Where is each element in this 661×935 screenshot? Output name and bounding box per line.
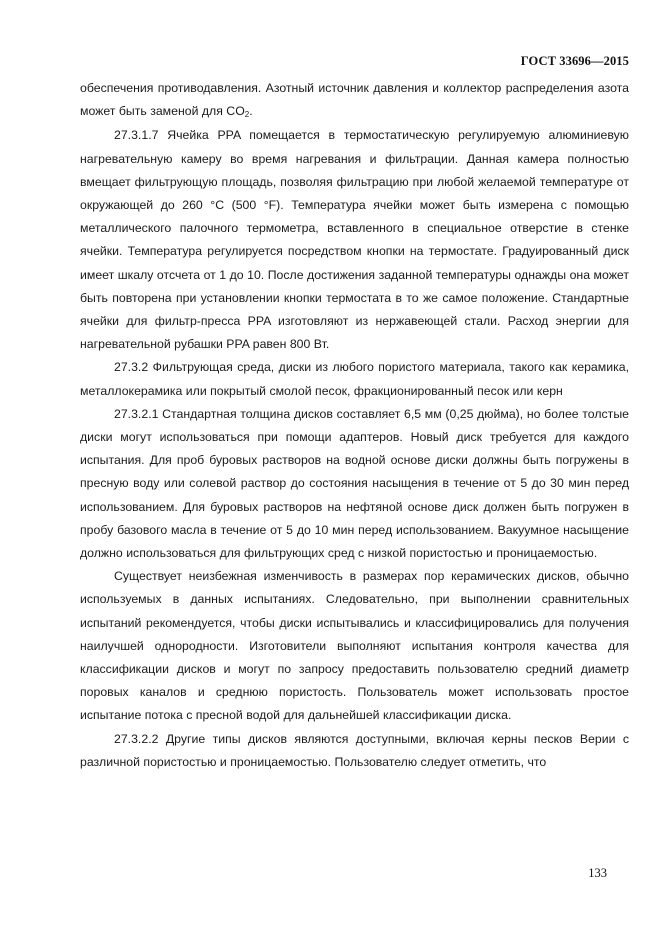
paragraph-p2: 27.3.2 Фильтрующая среда, диски из любого пористого материала, такого как керамика, металлокерамика или покрытый смолой песок, фракционированный песок или керн [80, 360, 629, 398]
page-number: 133 [588, 866, 607, 880]
paragraph-p1: 27.3.1.7 Ячейка PPA помещается в термостатическую регулируемую алюминиевую нагревательную камеру во время нагревания и фильтрации. Данная камера полностью вмещает фильтрующую площадь, позволяя фильтрацию при любой желаемой температуре от окружающей до 260 °С (500 °F). Температура ячейки может быть измерена с помощью металлического палочного термометра, вставленного в специальное отверстие в стенке ячейки. Температура регулируется посредством кнопки на термостате. Градуированный диск имеет шкалу отсчета от 1 до 10. После достижения заданной температуры однажды она может быть повторена при установлении кнопки термостата в то же самое положение. Стандартные ячейки для фильтр-пресса PPA изготовляют из нержавеющей стали. Расход энергии для нагревательной рубашки PPA равен 800 Вт. [80, 128, 629, 352]
paragraph-p5: 27.3.2.2 Другие типы дисков являются доступными, включая керны песков Верии с различной пористостью и проницаемостью. Пользователю следует отметить, что [80, 731, 629, 769]
subscript: 2 [244, 110, 250, 120]
document-body [80, 77, 629, 774]
document-header-id: ГОСТ 33696—2015 [520, 54, 629, 68]
paragraph-p4: Существует неизбежная изменчивость в размерах пор керамических дисков, обычно используемых в данных испытаниях. Следовательно, при выполнении сравнительных испытаний рекомендуется, чтобы диски испытывались и классифицировались для получения наилучшей однородности. Изготовители выполняют испытания контроля качества для классификации дисков и могут по запросу предоставить пользователю средний диаметр поровых каналов и среднюю пористость. Пользователь может использовать простое испытание потока с пресной водой для дальнейшей классификации диска. [80, 569, 629, 723]
paragraph-p3: 27.3.2.1 Стандартная толщина дисков составляет 6,5 мм (0,25 дюйма), но более толстые диски могут использоваться при помощи адаптеров. Новый диск требуется для каждого испытания. Для проб буровых растворов на водной основе диски должны быть погружены в пресную воду или солевой раствор до состояния насыщения в течение от 5 до 30 мин перед использованием. Для буровых растворов на нефтяной основе диск должен быть погружен в пробу базового масла в течение от 5 до 10 мин перед использованием. Вакуумное насыщение должно использоваться для фильтрующих сред с низкой пористостью и проницаемостью. [80, 406, 629, 561]
paragraph-p0 [80, 77, 629, 124]
paragraph-text: обеспечения противодавления. Азотный источник давления и коллектор распределения азота может быть заменой для CO [80, 81, 629, 119]
paragraph-tail: . [249, 104, 253, 119]
